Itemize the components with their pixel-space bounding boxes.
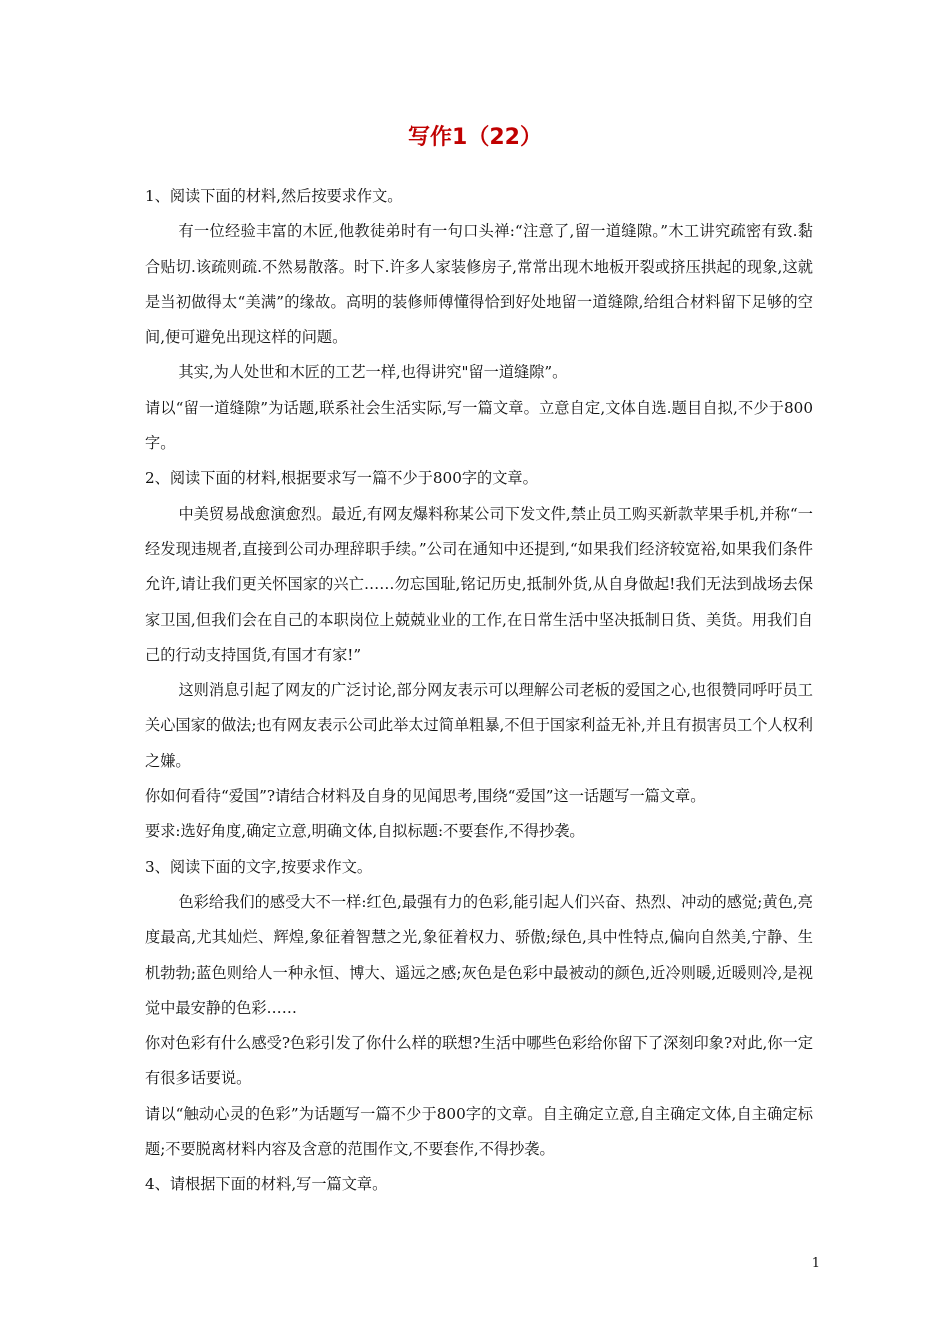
page-title: 写作1（22） bbox=[408, 125, 542, 150]
question-3-heading: 3、阅读下面的文字,按要求作文。 bbox=[145, 857, 373, 876]
question-2-prompt: 你如何看待“爱国”?请结合材料及自身的见闻思考,围绕“爱国”这一话题写一篇文章。 bbox=[145, 787, 706, 806]
question-3-material: 色彩给我们的感受大不一样:红色,最强有力的色彩,能引起人们兴奋、热烈、冲动的感觉;黄色,亮度最高,尤其灿烂、辉煌,象征着智慧之光,象征着权力、骄傲;绿色,具中性特点,偏向自然美,宁静、生机勃勃;蓝色则给人一种永恒、博大、遥远之感;灰色是色彩中最被动的颜色,近冷则暖,近暖则冷,是视觉中最安静的色彩…… bbox=[145, 892, 813, 1017]
question-2-requirement: 要求:选好角度,确定立意,明确文体,自拟标题:不要套作,不得抄袭。 bbox=[145, 822, 585, 841]
question-1-requirement: 请以“留一道缝隙”为话题,联系社会生活实际,写一篇文章。立意自定,文体自选.题目自拟,不少于800字。 bbox=[145, 398, 813, 453]
question-2-material-discussion: 这则消息引起了网友的广泛讨论,部分网友表示可以理解公司老板的爱国之心,也很赞同呼吁员工关心国家的做法;也有网友表示公司此举太过简单粗暴,不但于国家利益无补,并且有损害员工个人权利之嫌。 bbox=[145, 681, 813, 770]
question-1-material: 有一位经验丰富的木匠,他教徒弟时有一句口头禅:“注意了,留一道缝隙。”木工讲究疏密有致.黏合贴切.该疏则疏.不然易散落。时下.许多人家装修房子,常常出现木地板开裂或挤压拱起的现象,这就是当初做得太“美满”的缘故。高明的装修师傅懂得恰到好处地留一道缝隙,给组合材料留下足够的空间,便可避免出现这样的问题。 bbox=[145, 222, 813, 347]
question-2-heading: 2、阅读下面的材料,根据要求写一篇不少于800字的文章。 bbox=[145, 469, 538, 488]
document-body bbox=[145, 179, 813, 1203]
question-4-heading: 4、请根据下面的材料,写一篇文章。 bbox=[145, 1175, 388, 1194]
question-1-material-conclusion: 其实,为人处世和木匠的工艺一样,也得讲究"留一道缝隙”。 bbox=[178, 363, 568, 382]
question-2-material: 中美贸易战愈演愈烈。最近,有网友爆料称某公司下发文件,禁止员工购买新款苹果手机,并称“一经发现违规者,直接到公司办理辞职手续。”公司在通知中还提到,“如果我们经济较宽裕,如果我们条件允许,请让我们更关怀国家的兴亡……勿忘国耻,铭记历史,抵制外货,从自身做起!我们无法到战场去保家卫国,但我们会在自己的本职岗位上兢兢业业的工作,在日常生活中坚决抵制日货、美货。用我们自己的行动支持国货,有国才有家!” bbox=[145, 504, 813, 664]
question-3-requirement: 请以“触动心灵的色彩”为话题写一篇不少于800字的文章。自主确定立意,自主确定文体,自主确定标题;不要脱离材料内容及含意的范围作文,不要套作,不得抄袭。 bbox=[145, 1104, 813, 1159]
question-3-prompt: 你对色彩有什么感受?色彩引发了你什么样的联想?生活中哪些色彩给你留下了深刻印象?对此,你一定有很多话要说。 bbox=[145, 1034, 813, 1088]
page-number: 1 bbox=[811, 1256, 820, 1271]
question-1-heading: 1、阅读下面的材料,然后按要求作文。 bbox=[145, 187, 403, 205]
